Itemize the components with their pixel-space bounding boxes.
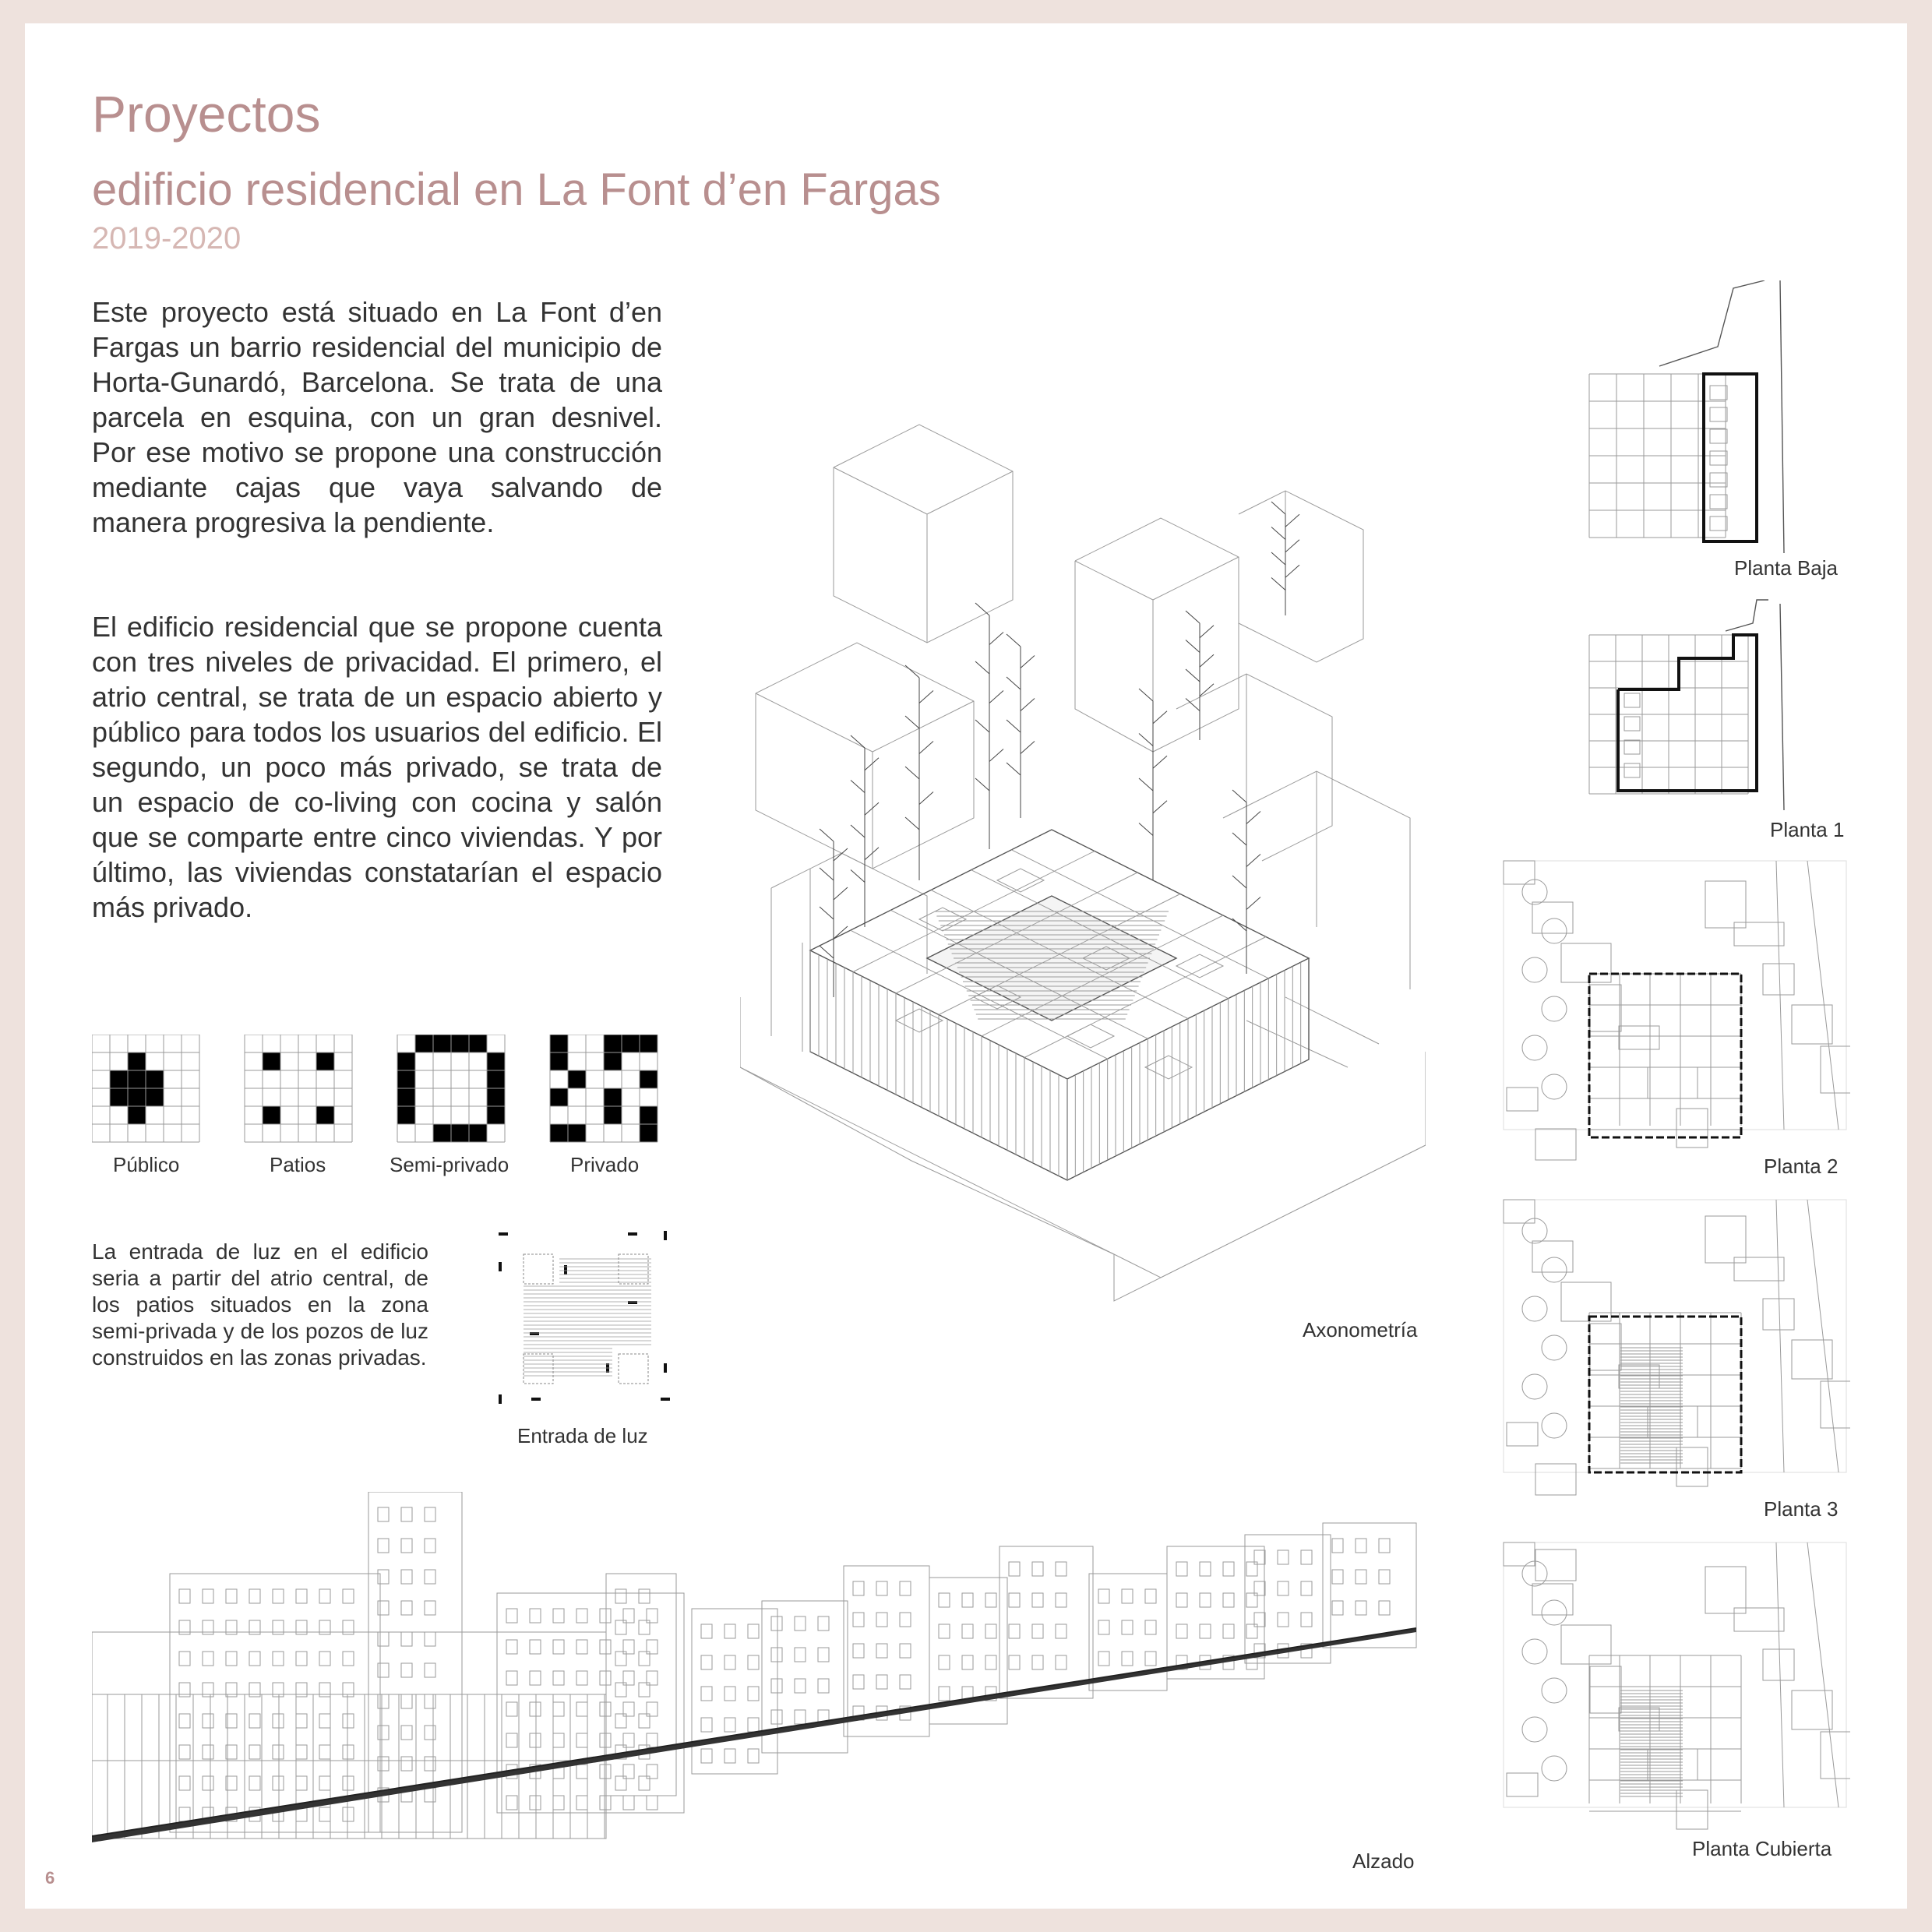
light-entry-diagram: [495, 1231, 672, 1406]
plan-label-planta-baja: Planta Baja: [1734, 556, 1838, 580]
plan-planta-3: [1504, 1200, 1850, 1495]
page-number: 6: [45, 1868, 55, 1888]
elevation-drawing: [92, 1492, 1424, 1850]
project-years: 2019-2020: [92, 221, 242, 256]
project-subtitle: edificio residencial en La Font d’en Fargas: [92, 164, 941, 215]
plan-planta-baja: [1589, 280, 1784, 553]
plan-planta-1: [1589, 600, 1784, 810]
light-entry-label: Entrada de luz: [517, 1424, 648, 1447]
axonometry-drawing: [740, 382, 1426, 1324]
privacy-diagrams: [92, 1035, 668, 1148]
plan-planta-cubierta: [1504, 1542, 1850, 1829]
plan-planta-2: [1504, 861, 1850, 1160]
plan-label-planta-2: Planta 2: [1764, 1155, 1839, 1178]
diagram-label-publico: Público: [113, 1153, 180, 1176]
elevation-label: Alzado: [1352, 1849, 1415, 1873]
axonometry-label: Axonometría: [1303, 1318, 1418, 1341]
privacy-paragraph: El edificio residencial que se propone cuenta con tres niveles de privacidad. El primero, el atrio central, se trata de un espacio abierto y público para todos los usuarios del edificio. El segundo, un poco más privado, se trata de un espacio de co-living con cocina y salón que se comparte entre cinco viviendas. Y por último, las viviendas constatarían el espacio más privado.: [92, 611, 662, 923]
diagram-label-patios: Patios: [270, 1153, 326, 1176]
page-title: Proyectos: [92, 85, 321, 143]
plan-label-planta-3: Planta 3: [1764, 1497, 1839, 1521]
plan-label-planta-cubierta: Planta Cubierta: [1692, 1837, 1832, 1860]
light-paragraph: La entrada de luz en el edificio seria a partir del atrio central, de los patios situados en la zona semi-privada y de los pozos de luz construidos en las zonas privadas.: [92, 1239, 428, 1370]
plan-label-planta-1: Planta 1: [1770, 818, 1845, 841]
diagram-label-semiprivado: Semi-privado: [390, 1153, 509, 1176]
diagram-label-privado: Privado: [570, 1153, 640, 1176]
plans-column: [1500, 280, 1850, 1862]
intro-paragraph: Este proyecto está situado en La Font d’en Fargas un barrio residencial del municipio de Horta-Gunardó, Barcelona. Se trata de una parcela en esquina, con un gran desnivel. Por ese motivo se propone una construcción mediante cajas que vaya salvando de manera progresiva la pendiente.: [92, 296, 662, 538]
